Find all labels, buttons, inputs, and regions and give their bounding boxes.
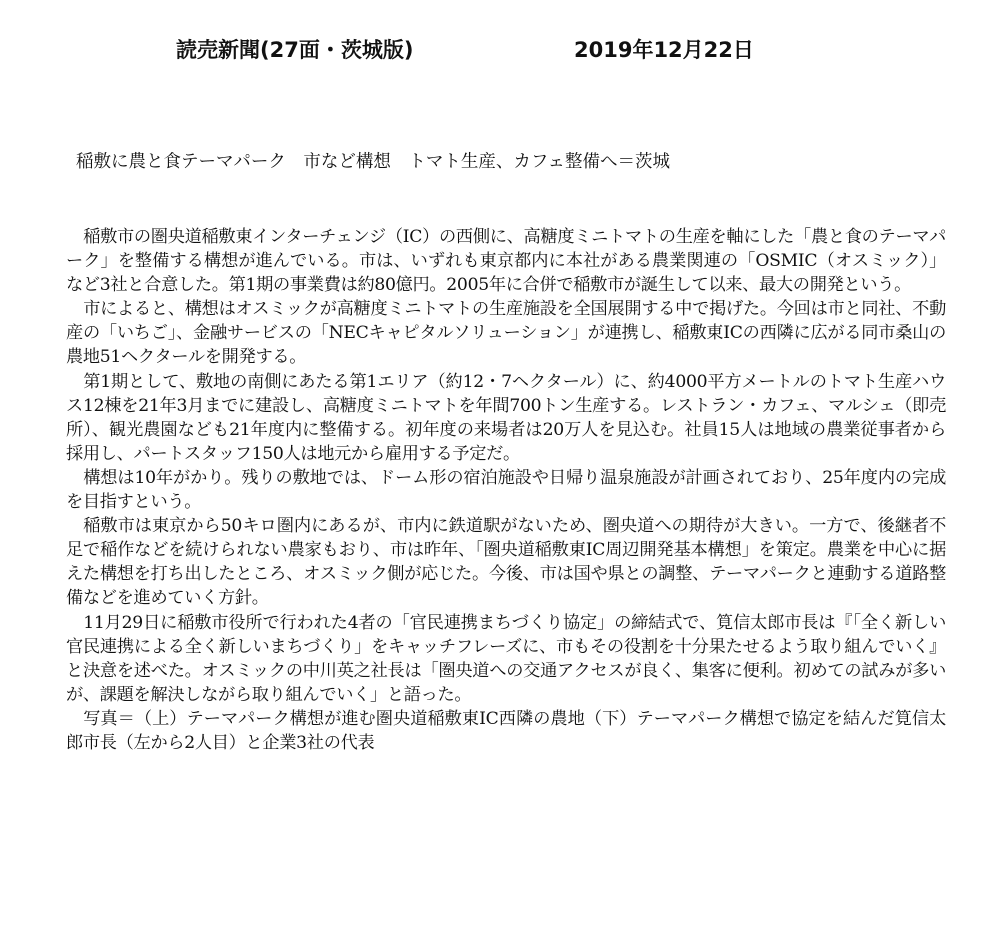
article-paragraph: 第1期として、敷地の南側にあたる第1エリア（約12・7ヘクタール）に、約4000平方メートルのトマト生産ハウス12棟を21年3月までに建設し、高糖度ミニトマトを年間700トン生産する。レストラン・カフェ、マルシェ（即売所）、観光農園なども21年度内に整備する。初年度の来場者は20万人を見込む。社員15人は地域の農業従事者から採用し、パートスタッフ150人は地元から雇用する予定だ。	[66, 371, 946, 464]
newspaper-name: 読売新聞(27面・茨城版)	[176, 38, 414, 62]
article-paragraph: 稲敷市は東京から50キロ圏内にあるが、市内に鉄道駅がないため、圏央道への期待が大きい。一方で、後継者不足で稲作などを続けられない農家もおり、市は昨年、「圏央道稲敷東IC周辺開発基本構想」を策定。農業を中心に据えた構想を打ち出したところ、オスミック側が応じた。今後、市は国や県との調整、テーマパークと連動する道路整備などを進めていく方針。	[66, 516, 946, 609]
masthead	[0, 34, 1000, 64]
article-paragraph: 11月29日に稲敷市役所で行われた4者の「官民連携まちづくり協定」の締結式で、筧信太郎市長は『「全く新しい官民連携による全く新しいまちづくり」をキャッチフレーズに、市もその役割を十分果たせるよう取り組んでいく』と決意を述べた。オスミックの中川英之社長は「圏央道への交通アクセスが良く、集客に便利。初めての試みが多いが、課題を解決しながら取り組んでいく」と語った。	[66, 612, 946, 705]
article-paragraph: 市によると、構想はオスミックが高糖度ミニトマトの生産施設を全国展開する中で掲げた。今回は市と同社、不動産の「いちご」、金融サービスの「NECキャピタルソリューション」が連携し、稲敷東ICの西隣に広がる同市桑山の農地51ヘクタールを開発する。	[66, 299, 946, 368]
publication-date: 2019年12月22日	[574, 38, 754, 62]
article-paragraph: 構想は10年がかり。残りの敷地では、ドーム形の宿泊施設や日帰り温泉施設が計画されており、25年度内の完成を目指すという。	[66, 467, 946, 513]
article-headline: 稲敷に農と食テーマパーク 市など構想 トマト生産、カフェ整備へ＝茨城	[76, 152, 670, 172]
article-paragraph: 稲敷市の圏央道稲敷東インターチェンジ（IC）の西側に、高糖度ミニトマトの生産を軸にした「農と食のテーマパーク」を整備する構想が進んでいる。市は、いずれも東京都内に本社がある農業関連の「OSMIC（オスミック）」など3社と合意した。第1期の事業費は約80億円。2005年に合併で稲敷市が誕生して以来、最大の開発という。	[66, 227, 946, 296]
article-body	[66, 225, 946, 755]
photo-caption: 写真＝（上）テーマパーク構想が進む圏央道稲敷東IC西隣の農地（下）テーマパーク構想で協定を結んだ筧信太郎市長（左から2人目）と企業3社の代表	[66, 708, 946, 753]
